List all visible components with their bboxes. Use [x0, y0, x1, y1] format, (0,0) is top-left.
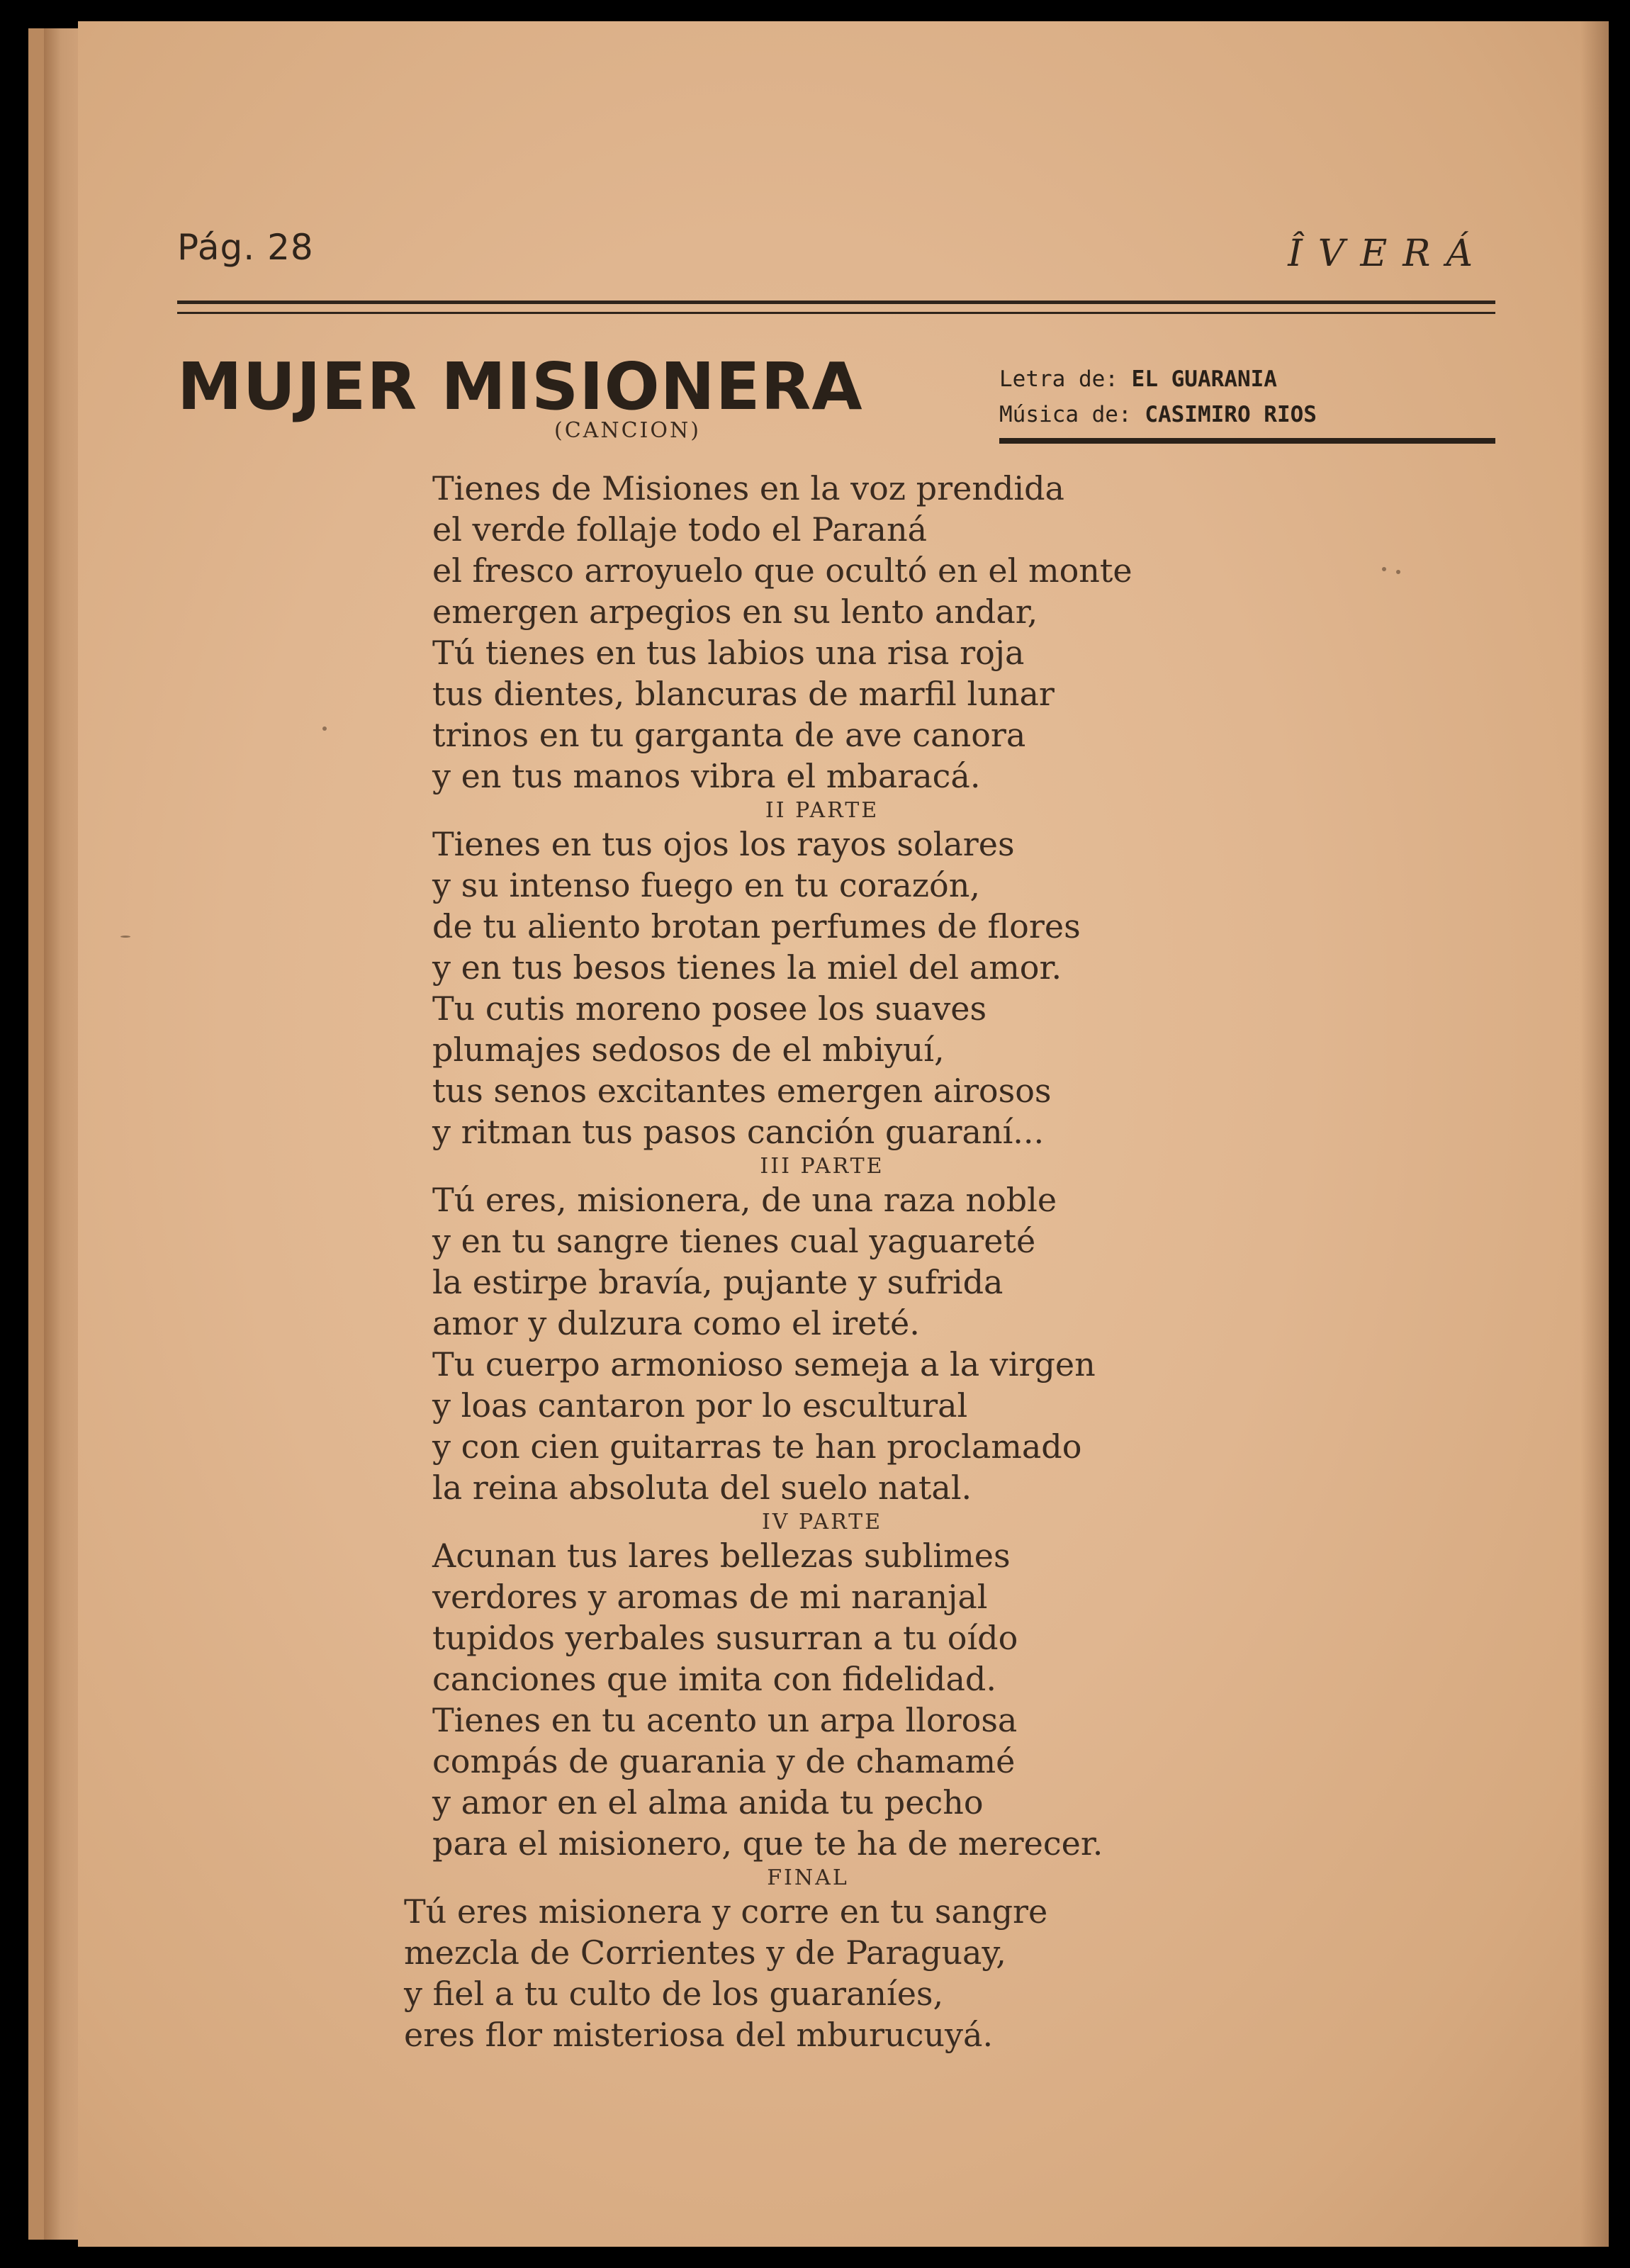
journal-title: ÎVERÁ	[1288, 232, 1488, 275]
part-heading: III PARTE	[760, 1154, 884, 1179]
lyric-line: y en tus besos tienes la miel del amor.	[432, 948, 1062, 987]
lyric-line: Tienes en tu acento un arpa llorosa	[432, 1701, 1018, 1739]
lyric-line: y amor en el alma anida tu pecho	[432, 1783, 984, 1821]
song-lyrics	[404, 468, 1283, 2055]
lyric-line: plumajes sedosos de el mbiyuí,	[432, 1031, 945, 1069]
lyric-line: la estirpe bravía, pujante y sufrida	[432, 1263, 1004, 1301]
stanza-1	[432, 468, 1283, 797]
song-title: MUJER MISIONERA	[177, 349, 863, 425]
stanza-2	[432, 798, 1283, 1152]
lyric-line: para el misionero, que te ha de merecer.	[432, 1824, 1103, 1863]
part-heading: II PARTE	[765, 798, 879, 823]
lyric-line: eres flor misteriosa del mburucuyá.	[404, 2016, 994, 2054]
lyric-line: Tu cutis moreno posee los suaves	[432, 989, 987, 1028]
lyric-line: Tienes de Misiones en la voz prendida	[432, 469, 1064, 507]
lyric-line: verdores y aromas de mi naranjal	[432, 1578, 988, 1616]
lyric-line: y loas cantaron por lo escultural	[432, 1386, 968, 1425]
paper-speck	[322, 726, 327, 731]
lyric-line: canciones que imita con fidelidad.	[432, 1660, 996, 1698]
lyric-line: Acunan tus lares bellezas sublimes	[432, 1537, 1011, 1575]
lyrics-label: Letra de:	[999, 366, 1118, 392]
paper-speck	[120, 936, 130, 938]
header-rule-thin	[177, 312, 1495, 314]
lyric-line: tupidos yerbales susurran a tu oído	[432, 1619, 1018, 1657]
lyric-line: Tú tienes en tus labios una risa roja	[432, 634, 1025, 672]
book-page	[78, 21, 1609, 2247]
music-label: Música de:	[999, 402, 1132, 427]
credits-rule	[999, 438, 1495, 444]
lyrics-credit	[999, 361, 1317, 397]
lyrics-author: EL GUARANIA	[1131, 366, 1277, 392]
lyric-line: emergen arpegios en su lento andar,	[432, 593, 1038, 631]
paper-speck	[1396, 570, 1400, 574]
lyric-line: compás de guarania y de chamamé	[432, 1742, 1016, 1780]
lyric-line: y fiel a tu culto de los guaraníes,	[404, 1975, 944, 2013]
lyric-line: de tu aliento brotan perfumes de flores	[432, 907, 1081, 945]
lyric-line: Tú eres, misionera, de una raza noble	[432, 1181, 1057, 1219]
lyric-line: tus dientes, blancuras de marfil lunar	[432, 675, 1055, 713]
lyric-line: el fresco arroyuelo que ocultó en el monte	[432, 551, 1132, 590]
page-number: Pág. 28	[177, 227, 314, 268]
part-heading: IV PARTE	[761, 1510, 883, 1534]
lyric-line: la reina absoluta del suelo natal.	[432, 1469, 972, 1507]
lyric-line: amor y dulzura como el ireté.	[432, 1304, 920, 1342]
page-right-edge	[1580, 21, 1609, 2247]
lyric-line: y en tu sangre tienes cual yaguareté	[432, 1222, 1036, 1260]
lyric-line: mezcla de Corrientes y de Paraguay,	[404, 1933, 1006, 1972]
lyric-line: y su intenso fuego en tu corazón,	[432, 866, 980, 904]
lyric-line: y ritman tus pasos canción guaraní...	[432, 1113, 1045, 1151]
stanza-3	[432, 1154, 1283, 1508]
song-subtitle: (CANCION)	[554, 418, 701, 443]
stanza-final	[404, 1865, 1283, 2055]
lyric-line: tus senos excitantes emergen airosos	[432, 1072, 1052, 1110]
paper-speck	[1382, 567, 1386, 571]
lyric-line: Tu cuerpo armonioso semeja a la virgen	[432, 1345, 1096, 1383]
song-credits	[999, 361, 1317, 432]
lyric-line: Tienes en tus ojos los rayos solares	[432, 825, 1015, 863]
music-credit	[999, 397, 1317, 432]
lyric-line: y con cien guitarras te han proclamado	[432, 1427, 1082, 1466]
lyric-line: y en tus manos vibra el mbaracá.	[432, 757, 981, 795]
header-rule-thick	[177, 301, 1495, 304]
music-author: CASIMIRO RIOS	[1145, 402, 1317, 427]
lyric-line: Tú eres misionera y corre en tu sangre	[404, 1892, 1048, 1931]
lyric-line: trinos en tu garganta de ave canora	[432, 716, 1026, 754]
lyric-line: el verde follaje todo el Paraná	[432, 510, 927, 549]
stanza-4	[432, 1510, 1283, 1864]
part-heading: FINAL	[767, 1865, 849, 1890]
